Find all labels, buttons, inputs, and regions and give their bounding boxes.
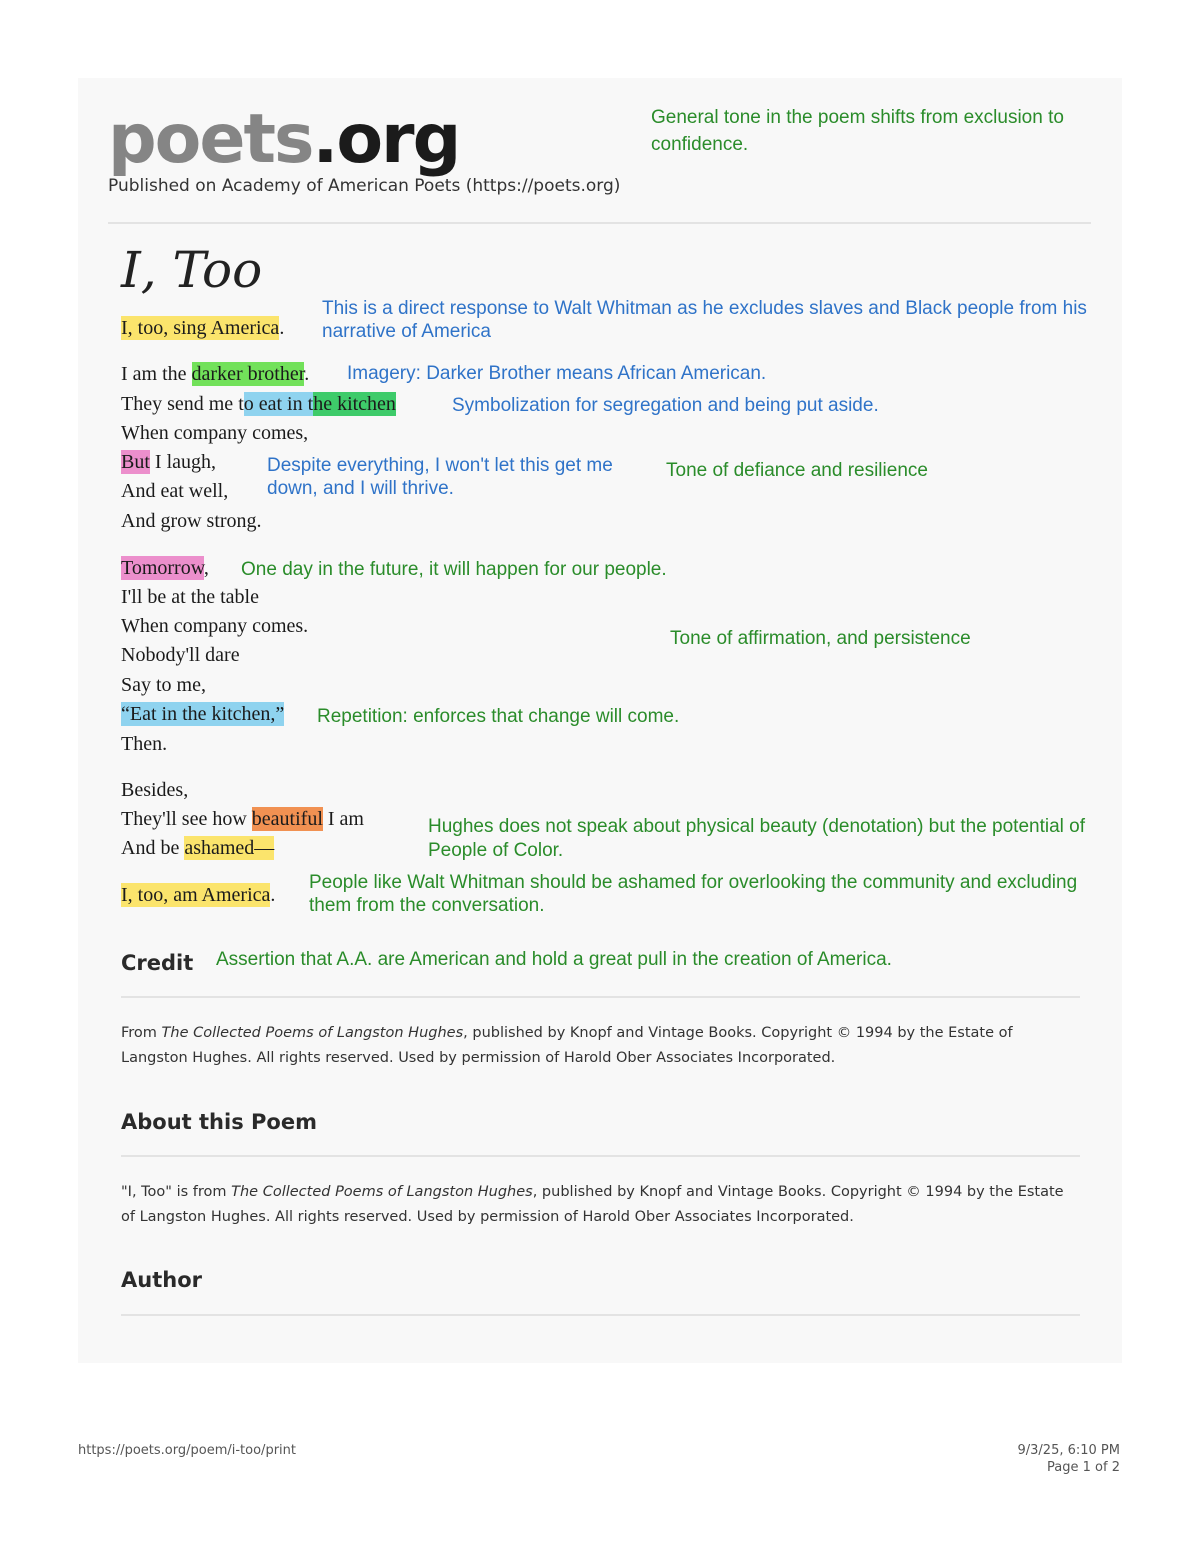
poem-line-8: Tomorrow, — [121, 557, 209, 579]
poem-line-7: And grow strong. — [121, 510, 262, 532]
annotation-whitman-line1: This is a direct response to Walt Whitman as he excludes slaves and Black people from his — [322, 298, 1087, 319]
annotation-defiance: Tone of defiance and resilience — [666, 460, 928, 481]
annotation-general-tone-line1: General tone in the poem shifts from exclusion to — [651, 107, 1064, 128]
poem-line-4: When company comes, — [121, 422, 309, 444]
annotation-despite-line2: down, and I will thrive. — [267, 478, 454, 499]
highlight-yellow: I, too, sing America — [121, 317, 280, 339]
annotation-general-tone-line2: confidence. — [651, 134, 749, 155]
credit-text: From The Collected Poems of Langston Hughes, published by Knopf and Vintage Books. Copyright © 1994 by the Estate of Langston Hughes. All rights reserved. Used by permission of Harold Ober Associates Incorporated. — [121, 1025, 1013, 1066]
poem-line-17: And be ashamed— — [121, 837, 275, 859]
footer-url: https://poets.org/poem/i-too/print — [78, 1443, 296, 1458]
poem-line-15: Besides, — [121, 779, 189, 801]
annotation-one-day: One day in the future, it will happen for our people. — [241, 559, 667, 580]
poem-line-12: Say to me, — [121, 674, 206, 696]
author-heading: Author — [121, 1268, 202, 1292]
annotation-people-line1: People like Walt Whitman should be ashamed for overlooking the community and excluding — [309, 872, 1078, 893]
poem-line-5: But I laugh, — [121, 451, 216, 473]
author-divider — [121, 1314, 1080, 1316]
poets-org-logo: poets.org — [108, 100, 460, 179]
annotation-imagery: Imagery: Darker Brother means African American. — [347, 363, 767, 384]
poem-line-1: I, too, sing America. — [121, 317, 285, 339]
highlight-pink: Tomorrow — [121, 557, 204, 579]
header-divider — [108, 222, 1091, 224]
poem-title: I, Too — [121, 241, 263, 299]
poem-line-3: They send me to eat in the kitchen — [121, 393, 396, 415]
annotation-hughes-line1: Hughes does not speak about physical beauty (denotation) but the potential of — [428, 816, 1086, 837]
book-title: The Collected Poems of Langston Hughes — [161, 1025, 464, 1041]
poem-line-6: And eat well, — [121, 480, 229, 502]
highlight-green: he kitchen — [313, 393, 396, 415]
poem-line-10: When company comes. — [121, 615, 309, 637]
annotation-assertion: Assertion that A.A. are American and hold a great pull in the creation of America. — [216, 949, 892, 970]
annotation-repetition: Repetition: enforces that change will come. — [317, 706, 680, 727]
credit-divider — [121, 996, 1080, 998]
annotation-people-line2: them from the conversation. — [309, 895, 545, 916]
annotation-hughes-line2: People of Color. — [428, 840, 564, 861]
about-heading: About this Poem — [121, 1110, 317, 1134]
annotation-whitman-line2: narrative of America — [322, 321, 491, 342]
about-divider — [121, 1155, 1080, 1157]
about-text: "I, Too" is from The Collected Poems of Langston Hughes, published by Knopf and Vintage Books. Copyright © 1994 by the Estate of Langston Hughes. All rights reserved. Used by permission of Harold Ober Associates Incorporated. — [121, 1184, 1064, 1225]
poem-line-2: I am the darker brother. — [121, 363, 310, 385]
published-on-text: Published on Academy of American Poets (https://poets.org) — [108, 176, 621, 196]
credit-heading: Credit — [121, 951, 194, 975]
book-title: The Collected Poems of Langston Hughes — [231, 1184, 533, 1200]
poem-line-13 — [121, 700, 284, 728]
highlight-blue: o eat in t — [243, 393, 314, 415]
highlight-green: darker brother — [191, 363, 305, 385]
highlight-orange: beautiful — [251, 808, 323, 830]
poem-line-11: Nobody'll dare — [121, 644, 240, 666]
footer-page-number: Page 1 of 2 — [1047, 1460, 1120, 1475]
poem-line-18: I, too, am America. — [121, 884, 276, 906]
highlight-blue: “Eat in the kitchen,” — [121, 703, 285, 725]
poem-line-14: Then. — [121, 733, 168, 755]
poem-line-9: I'll be at the table — [121, 586, 259, 608]
highlight-yellow: I, too, am America — [121, 884, 271, 906]
footer-datetime: 9/3/25, 6:10 PM — [1017, 1443, 1120, 1458]
poem-line-16: They'll see how beautiful I am — [121, 808, 364, 830]
highlight-yellow: ashamed— — [184, 837, 275, 859]
annotation-affirmation: Tone of affirmation, and persistence — [670, 628, 971, 649]
highlight-pink: But — [121, 451, 150, 473]
annotation-symbolization: Symbolization for segregation and being put aside. — [452, 395, 879, 416]
annotation-despite-line1: Despite everything, I won't let this get me — [267, 455, 613, 476]
